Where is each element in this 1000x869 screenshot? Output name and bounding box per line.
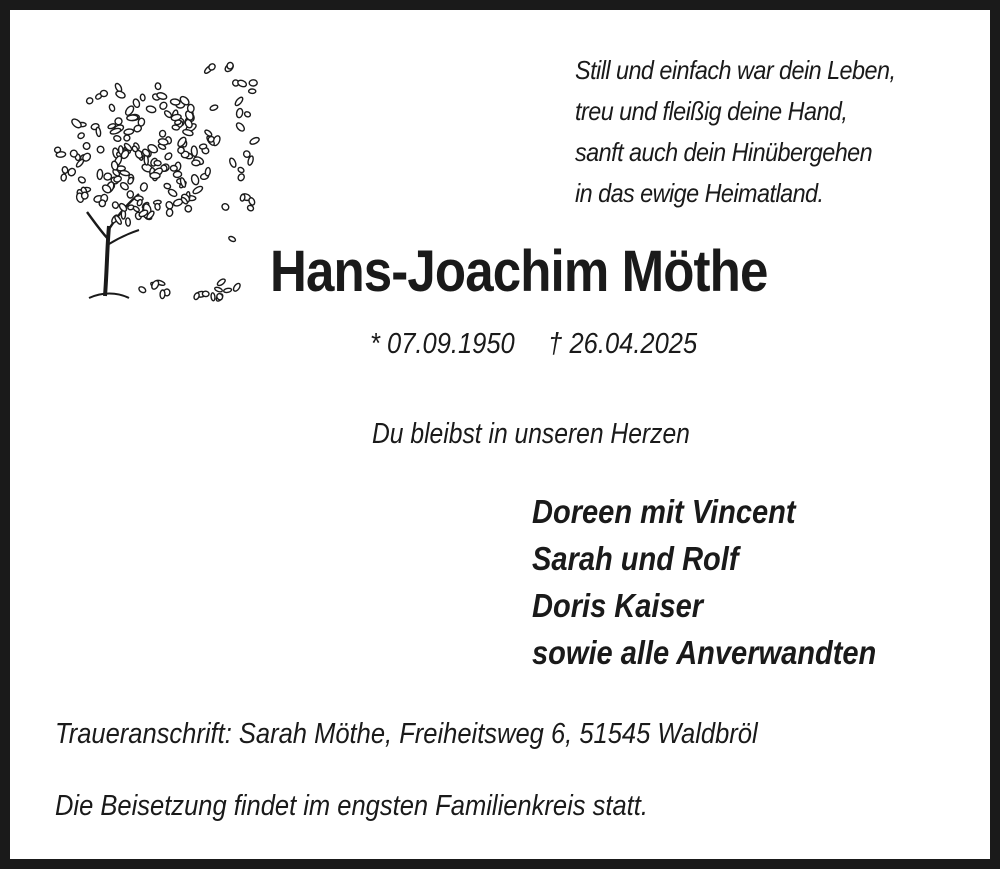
leaf: [209, 104, 218, 111]
leaf: [70, 117, 82, 129]
windblown-tree-icon: [47, 44, 262, 304]
leaf: [99, 200, 106, 207]
leaf: [61, 174, 67, 182]
leaf: [244, 111, 251, 118]
poem: [575, 50, 895, 214]
mourner: Sarah und Rolf: [532, 540, 739, 577]
poem-line: treu und fleißig deine Hand,: [575, 96, 848, 126]
leaf: [249, 136, 260, 145]
leaf: [127, 115, 138, 121]
leaf: [221, 202, 230, 211]
leaf: [248, 197, 256, 206]
leaf: [214, 286, 223, 292]
leaf: [111, 201, 119, 209]
leaf: [118, 202, 128, 212]
leaf: [163, 183, 171, 190]
leaf: [146, 105, 157, 113]
leaf: [170, 98, 180, 105]
leaf: [228, 235, 236, 242]
leaf: [226, 62, 234, 70]
leaf: [115, 90, 126, 99]
leaf: [85, 97, 93, 105]
leaf: [228, 157, 237, 168]
leaf: [160, 290, 165, 299]
leaf: [211, 293, 216, 301]
leaf: [232, 282, 241, 292]
leaf: [138, 286, 147, 294]
leaf: [170, 165, 177, 171]
mourner: Doris Kaiser: [532, 587, 704, 624]
birth-date: * 07.09.1950: [370, 328, 515, 360]
death-date: † 26.04.2025: [548, 328, 698, 360]
leaf: [103, 173, 112, 181]
leaf: [164, 152, 173, 161]
poem-line: in das ewige Heimatland.: [575, 178, 824, 208]
leaf: [173, 171, 182, 178]
leaf: [154, 160, 161, 166]
mourning-address: Traueranschrift: Sarah Möthe, Freiheitsweg 6, 51545 Waldbröl: [55, 718, 758, 750]
leaf: [127, 191, 133, 198]
leaf: [216, 278, 226, 287]
leaf: [166, 209, 173, 217]
leaf: [192, 185, 204, 195]
leaf: [82, 142, 91, 151]
leaf: [81, 192, 89, 200]
leaf: [70, 150, 77, 157]
leaf: [234, 96, 244, 107]
mourner: Doreen mit Vincent: [532, 493, 796, 530]
leaf: [97, 169, 103, 179]
leaf: [96, 127, 102, 137]
leaf: [113, 175, 122, 183]
leaf: [159, 101, 169, 111]
leaf: [127, 177, 134, 185]
life-dates: [370, 328, 697, 361]
leaf: [96, 145, 105, 154]
leaf: [192, 160, 200, 166]
leaf: [237, 79, 248, 88]
poem-line: sanft auch dein Hinübergehen: [575, 137, 873, 167]
leaf: [160, 130, 166, 137]
burial-note: Die Beisetzung findet im engsten Familienkreis statt.: [55, 790, 648, 822]
motto: Du bleibst in unseren Herzen: [372, 418, 690, 450]
leaf: [187, 104, 194, 113]
leaf: [237, 173, 245, 182]
leaf: [185, 205, 193, 213]
mourner: sowie alle Anverwandten: [532, 634, 877, 671]
leaf: [150, 173, 160, 179]
leaf: [123, 134, 131, 142]
leaf: [199, 144, 207, 150]
leaf: [125, 218, 130, 227]
leaf: [113, 135, 121, 142]
leaf: [193, 292, 200, 300]
leaf: [205, 167, 211, 176]
leaf: [237, 166, 245, 173]
poem-line: Still und einfach war dein Leben,: [575, 55, 896, 85]
leaf: [124, 128, 134, 135]
leaf: [77, 176, 86, 184]
leaf: [236, 108, 244, 118]
leaf: [172, 125, 180, 131]
leaf: [139, 182, 148, 192]
leaf: [235, 122, 246, 133]
leaf: [62, 166, 69, 174]
leaf: [154, 203, 160, 211]
deceased-name: Hans-Joachim Möthe: [270, 239, 768, 304]
leaf: [155, 82, 162, 90]
mourners-list: [532, 488, 876, 676]
leaf: [249, 89, 256, 94]
leaf: [167, 188, 178, 198]
leaf: [191, 146, 198, 157]
leaf: [100, 90, 107, 97]
leaf: [249, 80, 257, 87]
leaf: [190, 174, 199, 186]
leaf: [202, 291, 209, 297]
leaf: [150, 279, 160, 290]
leaf: [223, 288, 232, 293]
leaf: [54, 147, 61, 154]
leaf: [108, 104, 115, 113]
leaf: [77, 132, 85, 140]
leaf: [140, 94, 146, 101]
